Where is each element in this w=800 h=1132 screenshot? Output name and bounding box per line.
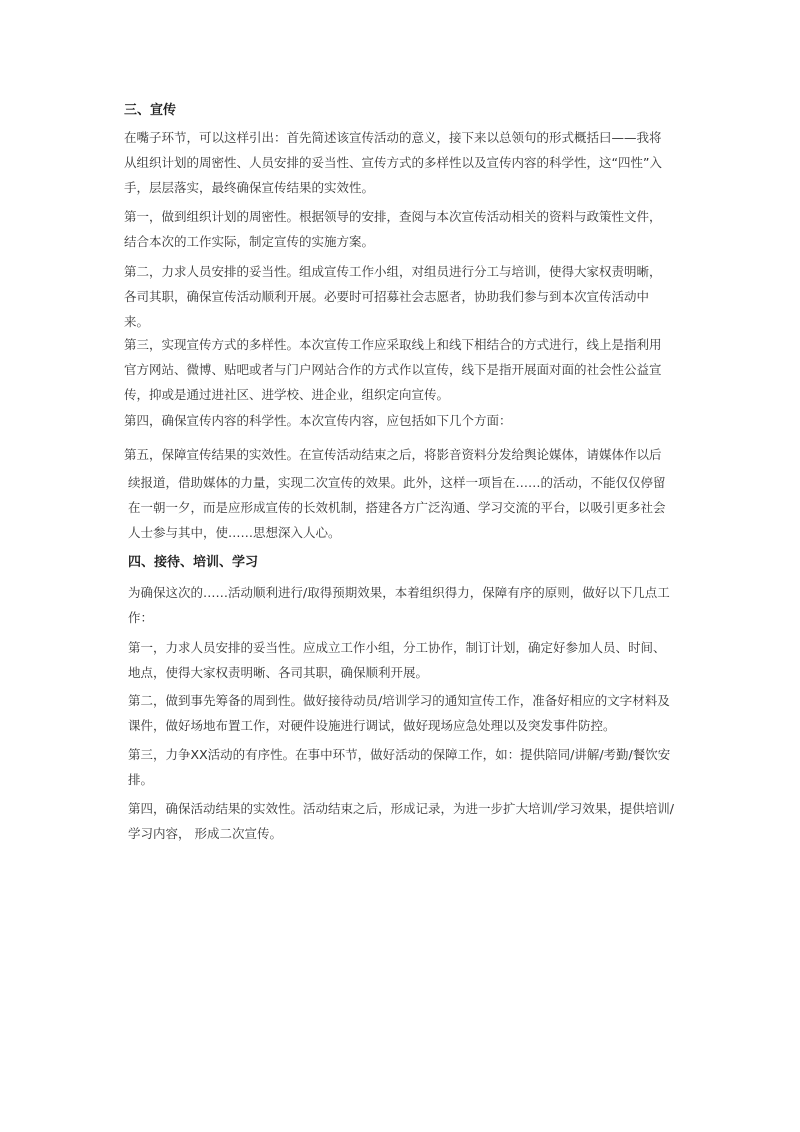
section3-paragraph-3 xyxy=(124,332,662,407)
text-line: 课件，做好场地布置工作，对硬件设施进行调试，做好现场应急处理以及突发事件防控。 xyxy=(128,718,616,733)
section3-paragraph-1 xyxy=(124,204,662,254)
section3-paragraph-4 xyxy=(124,408,512,433)
text-line: 作： xyxy=(128,610,154,625)
section4-paragraph-1 xyxy=(128,635,666,685)
text-line: 第一，做到组织计划的周密性。根据领导的安排，查阅与本次宣传活动相关的资料与政策性文件， xyxy=(124,209,662,224)
section3-paragraph-2 xyxy=(124,259,662,334)
text-line: 续报道，借助媒体的力量，实现二次宣传的效果。此外，这样一项旨在……的活动，不能仅仅停留 xyxy=(128,475,666,490)
text-line: 结合本次的工作实际，制定宣传的实施方案。 xyxy=(124,234,375,249)
text-line: 学习内容， 形成二次宣传。 xyxy=(128,826,282,841)
text-line: 第一，力求人员安排的妥当性。应成立工作小组，分工协作，制订计划，确定好参加人员、时间、 xyxy=(128,640,666,655)
section3-paragraph-5-continued xyxy=(128,470,666,545)
text-line: 第五，保障宣传结果的实效性。在宣传活动结束之后，将影音资料分发给舆论媒体，请媒体作以后 xyxy=(124,447,662,462)
text-line: 官方网站、微博、贴吧或者与门户网站合作的方式作以宣传，线下是指开展面对面的社会性公益宣 xyxy=(124,362,662,377)
section4-paragraph-4 xyxy=(128,796,674,846)
text-line: 第三，力争XX活动的有序性。在事中环节，做好活动的保障工作，如：提供陪同/讲解/考勤/餐饮安 xyxy=(128,747,671,762)
text-line: 第二，力求人员安排的妥当性。组成宣传工作小组，对组员进行分工与培训，使得大家权责明晰， xyxy=(124,264,662,279)
section3-intro xyxy=(124,125,662,200)
section4-paragraph-2 xyxy=(128,688,670,738)
section4-paragraph-3 xyxy=(128,742,670,792)
text-line: 人士参与其中，使……思想深入人心。 xyxy=(128,525,341,540)
section3-heading: 三、宣传 xyxy=(124,103,177,118)
text-line: 各司其职，确保宣传活动顺利开展。必要时可招募社会志愿者，协助我们参与到本次宣传活动中 xyxy=(124,289,650,304)
section4-intro xyxy=(128,580,670,630)
text-line: 传，抑或是通过进社区、进学校、进企业，组织定向宣传。 xyxy=(124,387,450,402)
text-line: 地点，使得大家权责明晰、各司其职，确保顺利开展。 xyxy=(128,665,429,680)
section3-paragraph-5-first-line xyxy=(124,442,662,467)
text-line: 第四，确保活动结果的实效性。活动结束之后，形成记录，为进一步扩大培训/学习效果，提供培训/ xyxy=(128,801,674,816)
text-line: 在嘴子环节，可以这样引出：首先简述该宣传活动的意义，接下来以总领句的形式概括曰——我将 xyxy=(124,130,662,145)
text-line: 在一朝一夕，而是应形成宣传的长效机制，搭建各方广泛沟通、学习交流的平台，以吸引更多社会 xyxy=(128,500,666,515)
text-line: 排。 xyxy=(128,772,154,787)
text-line: 为确保这次的……活动顺利进行/取得预期效果，本着组织得力，保障有序的原则，做好以下几点工 xyxy=(128,585,670,600)
text-line: 第二，做到事先筹备的周到性。做好接待动员/培训学习的通知宣传工作，准备好相应的文字材料及 xyxy=(128,693,670,708)
section4-heading: 四、接待、培训、学习 xyxy=(128,555,259,570)
text-line: 手，层层落实，最终确保宣传结果的实效性。 xyxy=(124,180,375,195)
text-line: 从组织计划的周密性、人员安排的妥当性、宣传方式的多样性以及宣传内容的科学性，这“四性”入 xyxy=(124,155,662,170)
text-line: 第四，确保宣传内容的科学性。本次宣传内容，应包括如下几个方面： xyxy=(124,413,512,428)
text-line: 第三，实现宣传方式的多样性。本次宣传工作应采取线上和线下相结合的方式进行，线上是指利用 xyxy=(124,337,662,352)
text-line: 来。 xyxy=(124,314,150,329)
